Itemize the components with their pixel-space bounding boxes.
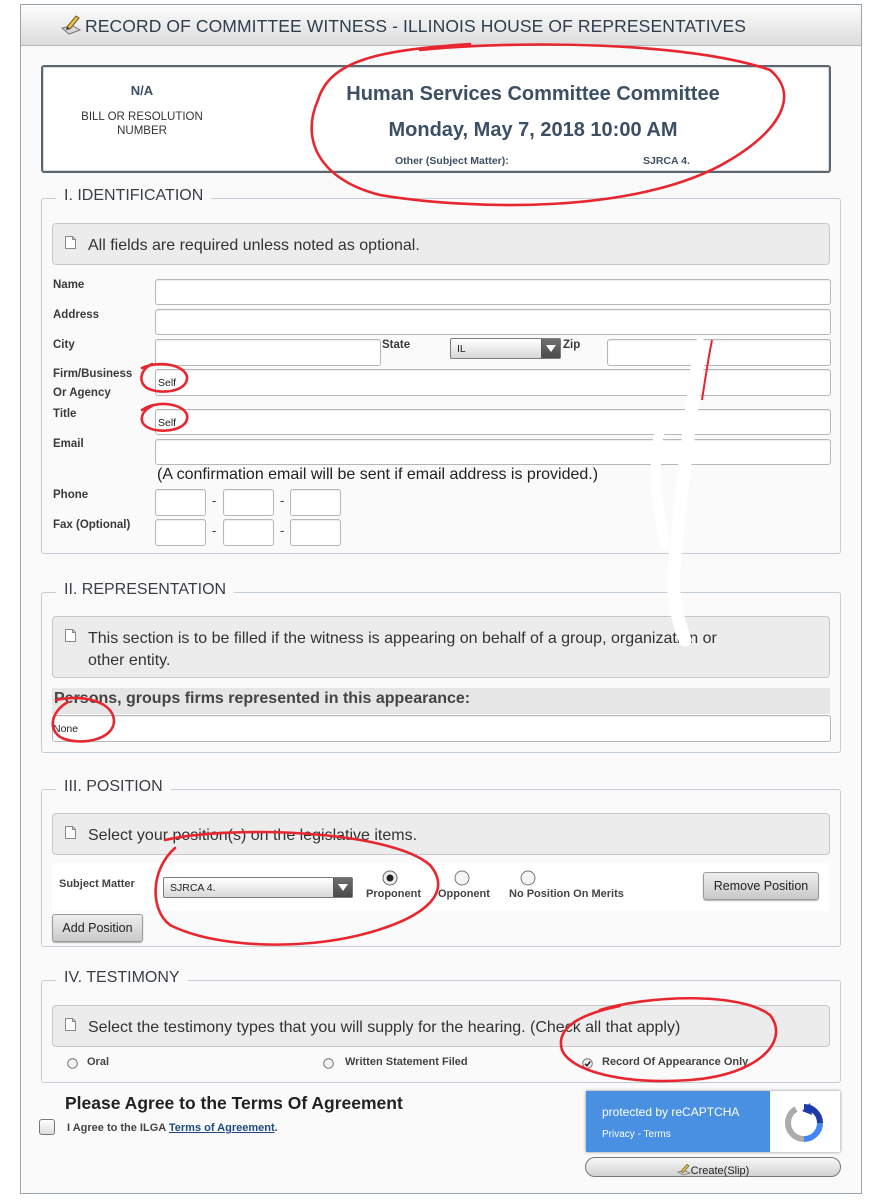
recaptcha-terms-link[interactable]: Terms (643, 1129, 671, 1140)
opponent-radio[interactable] (454, 870, 470, 886)
no-position-radio[interactable] (520, 870, 536, 886)
hearing-info-box (41, 65, 831, 173)
phone-label: Phone (53, 489, 89, 501)
bill-number-label (43, 110, 241, 138)
bill-label-text: BILL OR RESOLUTION NUMBER (81, 111, 203, 137)
persons-label: Persons, groups firms represented in this appearance: (52, 688, 830, 714)
fax-line-field[interactable] (290, 519, 341, 546)
fax-prefix-field[interactable] (223, 519, 274, 546)
document-icon (65, 629, 76, 642)
phone-prefix-field[interactable] (223, 489, 274, 516)
add-position-button[interactable]: Add Position (52, 914, 143, 942)
zip-label: Zip (563, 339, 581, 351)
edit-document-icon (677, 1163, 691, 1176)
email-label: Email (53, 438, 84, 450)
state-label: State (382, 339, 411, 351)
phone-area-field[interactable] (155, 489, 206, 516)
note-line-2: other entity. (88, 652, 171, 669)
firm-field[interactable]: Self (155, 369, 831, 396)
no-position-label[interactable]: No Position On Merits (509, 888, 624, 900)
position-legend: III. POSITION (56, 778, 171, 796)
document-icon (65, 826, 76, 839)
representation-note (52, 616, 830, 678)
representation-section (41, 581, 841, 753)
proponent-radio[interactable] (382, 870, 398, 886)
fax-dash-2: - (280, 523, 285, 538)
proponent-label[interactable]: Proponent (366, 888, 421, 900)
create-slip-button[interactable] (585, 1157, 841, 1177)
subject-matter-select[interactable] (163, 877, 353, 898)
position-row (52, 863, 830, 911)
form-frame (20, 4, 862, 1194)
representation-legend: II. REPRESENTATION (56, 581, 234, 599)
testimony-section (41, 969, 841, 1083)
edit-document-icon (59, 13, 83, 37)
recaptcha-badge[interactable] (586, 1091, 840, 1152)
address-field[interactable] (155, 309, 831, 335)
phone-dash-2: - (280, 493, 285, 508)
terms-line (67, 1122, 278, 1134)
note-text: All fields are required unless noted as optional. (88, 237, 420, 254)
document-icon (65, 236, 76, 249)
fax-area-field[interactable] (155, 519, 206, 546)
note-text: Select the testimony types that you will supply for the hearing. (Check all that apply) (88, 1019, 681, 1036)
identification-section (41, 187, 841, 554)
name-field[interactable] (155, 279, 831, 305)
firm-label (53, 365, 132, 403)
note-text (88, 628, 717, 672)
state-select[interactable] (450, 338, 561, 359)
terms-checkbox[interactable] (39, 1119, 55, 1135)
firm-label-line1: Firm/Business (53, 368, 133, 380)
title-bar (21, 5, 861, 46)
address-label: Address (53, 309, 100, 321)
city-label: City (53, 339, 75, 351)
email-field[interactable] (155, 439, 831, 465)
subject-matter-value: SJRCA 4. (643, 155, 690, 167)
subject-matter-label: Other (Subject Matter): (395, 155, 509, 167)
testimony-legend: IV. TESTIMONY (56, 969, 188, 987)
persons-field[interactable]: None (52, 715, 831, 742)
record-of-appearance-checkbox[interactable] (582, 1058, 593, 1069)
recaptcha-logo-icon (782, 1103, 826, 1143)
terms-heading: Please Agree to the Terms Of Agreement (65, 1093, 403, 1113)
firm-label-line2: Or Agency (53, 387, 111, 399)
committee-name: Human Services Committee Committee (346, 83, 720, 105)
city-field[interactable] (155, 339, 381, 366)
subject-matter-value: SJRCA 4. (170, 882, 216, 894)
terms-prefix: I Agree to the ILGA (67, 1122, 166, 1134)
recaptcha-links: Privacy - Terms (602, 1129, 671, 1140)
fax-label: Fax (Optional) (53, 519, 131, 531)
note-text: Select your position(s) on the legislative items. (88, 827, 418, 844)
position-section (41, 778, 841, 947)
remove-position-button[interactable]: Remove Position (703, 872, 819, 900)
oral-label[interactable]: Oral (87, 1056, 110, 1068)
note-line-1: This section is to be filled if the witness is appearing on behalf of a group, organization or (88, 630, 717, 647)
title-field[interactable]: Self (155, 409, 831, 435)
identification-note (52, 223, 830, 265)
terms-link[interactable]: Terms of Agreement (168, 1122, 275, 1134)
written-statement-checkbox[interactable] (323, 1058, 334, 1069)
name-label: Name (53, 279, 85, 291)
hearing-datetime: Monday, May 7, 2018 10:00 AM (388, 119, 678, 141)
email-note: (A confirmation email will be sent if email address is provided.) (157, 466, 599, 483)
title-label: Title (53, 408, 77, 420)
form-title: RECORD OF COMMITTEE WITNESS - ILLINOIS HOUSE OF REPRESENTATIVES (85, 16, 746, 36)
create-slip-label: Create(Slip) (690, 1165, 750, 1177)
recaptcha-privacy-link[interactable]: Privacy (602, 1129, 635, 1140)
dropdown-arrow-icon (333, 878, 352, 897)
recaptcha-panel (586, 1091, 770, 1152)
position-note (52, 813, 830, 855)
opponent-label[interactable]: Opponent (438, 888, 490, 900)
testimony-note (52, 1005, 830, 1047)
state-value: IL (457, 343, 466, 355)
record-of-appearance-label[interactable]: Record Of Appearance Only (602, 1056, 749, 1068)
identification-legend: I. IDENTIFICATION (56, 187, 211, 205)
document-icon (65, 1018, 76, 1031)
recaptcha-protected: protected by reCAPTCHA (602, 1105, 740, 1119)
bill-number: N/A (130, 83, 154, 98)
phone-line-field[interactable] (290, 489, 341, 516)
terms-suffix: . (274, 1122, 278, 1134)
zip-field[interactable] (607, 339, 831, 366)
phone-dash-1: - (212, 493, 217, 508)
subject-matter-label: Subject Matter (59, 878, 135, 890)
dropdown-arrow-icon (541, 339, 560, 358)
fax-dash-1: - (212, 523, 217, 538)
written-statement-label[interactable]: Written Statement Filed (345, 1056, 468, 1068)
oral-checkbox[interactable] (67, 1058, 78, 1069)
